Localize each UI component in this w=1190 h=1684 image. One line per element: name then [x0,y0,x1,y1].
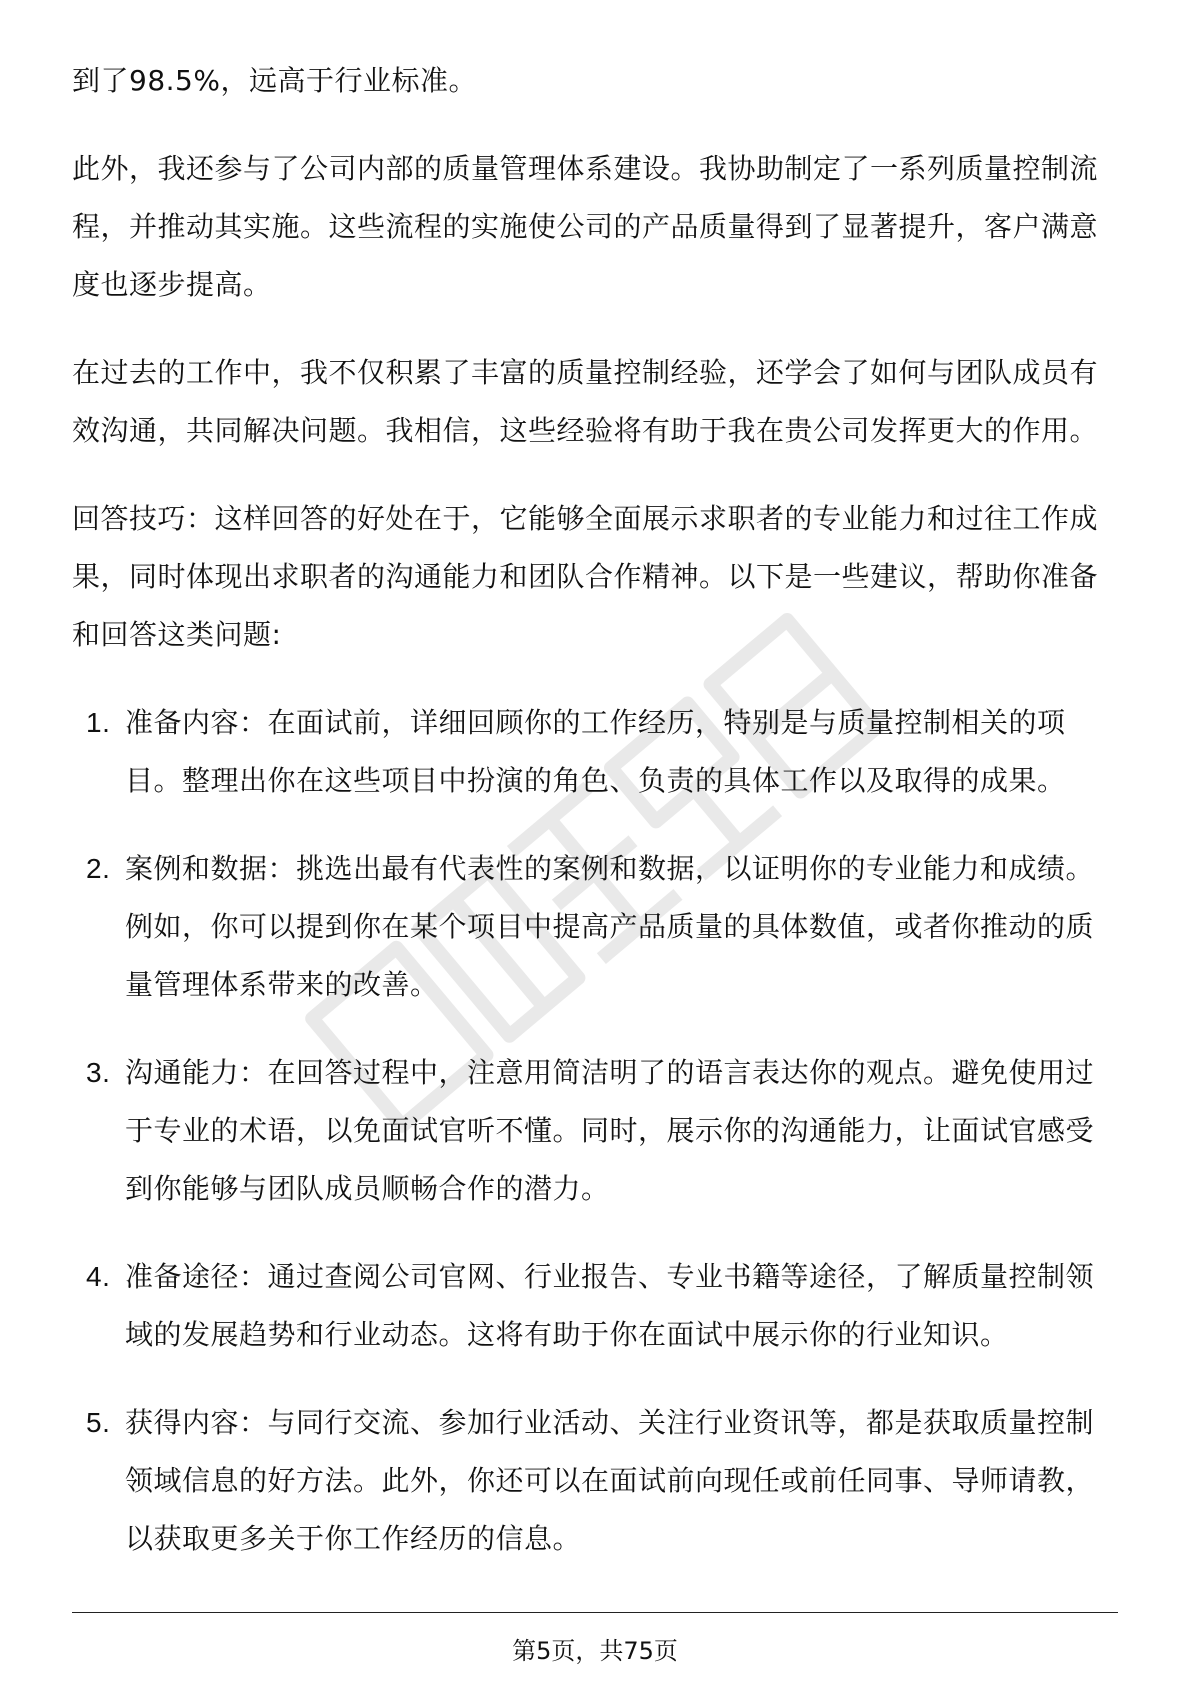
paragraph: 此外，我还参与了公司内部的质量管理体系建设。我协助制定了一系列质量控制流程，并推动其实施。这些流程的实施使公司的产品质量得到了显著提升，客户满意度也逐步提高。 [72,152,1099,301]
paragraph: 在过去的工作中，我不仅积累了丰富的质量控制经验，还学会了如何与团队成员有效沟通，共同解决问题。我相信，这些经验将有助于我在贵公司发挥更大的作用。 [72,356,1099,447]
tips-list [72,694,1112,1568]
list-number: 1. [86,707,111,738]
list-number: 2. [86,853,111,884]
paragraph: 到了98.5%，远高于行业标准。 [72,64,477,97]
list-number: 4. [86,1261,111,1292]
list-number: 5. [86,1407,111,1438]
footer-divider [72,1612,1118,1613]
list-item [72,694,1112,810]
paragraph: 回答技巧：这样回答的好处在于，它能够全面展示求职者的专业能力和过往工作成果，同时体现出求职者的沟通能力和团队合作精神。以下是一些建议，帮助你准备和回答这类问题: [72,502,1099,651]
page-number: 第5页，共75页 [512,1637,678,1665]
list-item [72,1394,1112,1568]
document-body [72,52,1112,1598]
list-item [72,1248,1112,1364]
list-number: 3. [86,1057,111,1088]
list-text: 获得内容：与同行交流、参加行业活动、关注行业资讯等，都是获取质量控制领域信息的好方法。此外，你还可以在面试前向现任或前任同事、导师请教，以获取更多关于你工作经历的信息。 [125,1406,1095,1555]
list-text: 沟通能力：在回答过程中，注意用简洁明了的语言表达你的观点。避免使用过于专业的术语，以免面试官听不懂。同时，展示你的沟通能力，让面试官感受到你能够与团队成员顺畅合作的潜力。 [125,1056,1095,1205]
list-item [72,1044,1112,1218]
list-text: 准备途径：通过查阅公司官网、行业报告、专业书籍等途径，了解质量控制领域的发展趋势和行业动态。这将有助于你在面试中展示你的行业知识。 [125,1260,1095,1351]
list-text: 案例和数据：挑选出最有代表性的案例和数据，以证明你的专业能力和成绩。例如，你可以提到你在某个项目中提高产品质量的具体数值，或者你推动的质量管理体系带来的改善。 [125,852,1095,1001]
list-item [72,840,1112,1014]
list-text: 准备内容：在面试前，详细回顾你的工作经历，特别是与质量控制相关的项目。整理出你在这些项目中扮演的角色、负责的具体工作以及取得的成果。 [125,706,1066,797]
